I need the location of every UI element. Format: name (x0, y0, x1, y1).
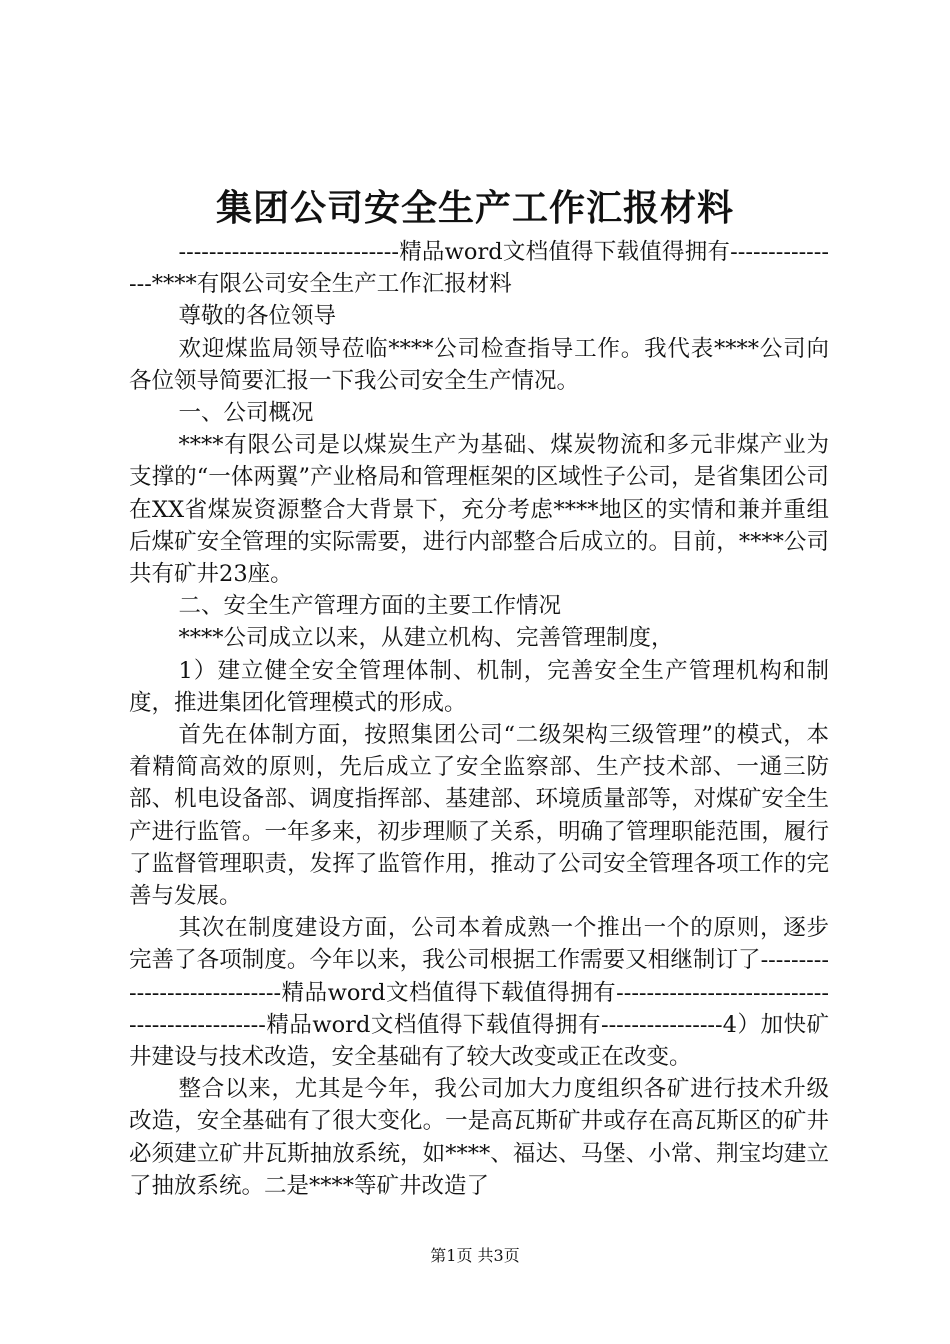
paragraph-upgrade: 整合以来，尤其是今年，我公司加大力度组织各矿进行技术升级改造，安全基础有了很大变化。一是高瓦斯矿井或存在高瓦斯区的矿井必须建立矿井瓦斯抽放系统，如****、福达、马堡、小常、荆宝均建立了抽放系统。二是****等矿井改造了 (129, 1076, 829, 1199)
paragraph-item-1: 1）建立健全安全管理体制、机制，完善安全生产管理机构和制度，推进集团化管理模式的形成。 (129, 657, 829, 716)
paragraph-welcome: 欢迎煤监局领导莅临****公司检查指导工作。我代表****公司向各位领导简要汇报一下我公司安全生产情况。 (129, 335, 829, 394)
paragraph-regulation-aspect: 其次在制度建设方面，公司本着成熟一个推出一个的原则，逐步完善了各项制度。今年以来，我公司根据工作需要又相继制订了-----------------------------精品word文档值得下载值得拥有----------------------------------------------精品word文档值得下载值得拥有----------------4）加快矿井建设与技术改造，安全基础有了较大改变或正在改变。 (129, 915, 829, 1071)
paragraph-company-overview: ****有限公司是以煤炭生产为基础、煤炭物流和多元非煤产业为支撑的“一体两翼”产业格局和管理框架的区域性子公司，是省集团公司在XX省煤炭资源整合大背景下，充分考虑****地区的实情和兼并重组后煤矿安全管理的实际需要，进行内部整合后成立的。目前，****公司共有矿井23座。 (129, 432, 829, 588)
paragraph-since-founding: ****公司成立以来，从建立机构、完善管理制度， (178, 625, 674, 652)
paragraph-salutation: 尊敬的各位领导 (178, 303, 337, 330)
paragraph-header-banner: -----------------------------精品word文档值得下载值得拥有----------------****有限公司安全生产工作汇报材料 (129, 239, 829, 298)
document-title: 集团公司安全生产工作汇报材料 (215, 187, 734, 229)
paragraph-system-aspect: 首先在体制方面，按照集团公司“二级架构三级管理”的模式，本着精简高效的原则，先后成立了安全监察部、生产技术部、一通三防部、机电设备部、调度指挥部、基建部、环境质量部等，对煤矿安全生产进行监管。一年多来，初步理顺了关系，明确了管理职能范围，履行了监督管理职责，发挥了监管作用，推动了公司安全管理各项工作的完善与发展。 (129, 722, 829, 910)
document-body (129, 236, 829, 1202)
page-footer: 第1页 共3页 (430, 1246, 520, 1265)
section-heading-main-work: 二、安全生产管理方面的主要工作情况 (178, 593, 562, 620)
section-heading-overview: 一、公司概况 (178, 400, 314, 427)
